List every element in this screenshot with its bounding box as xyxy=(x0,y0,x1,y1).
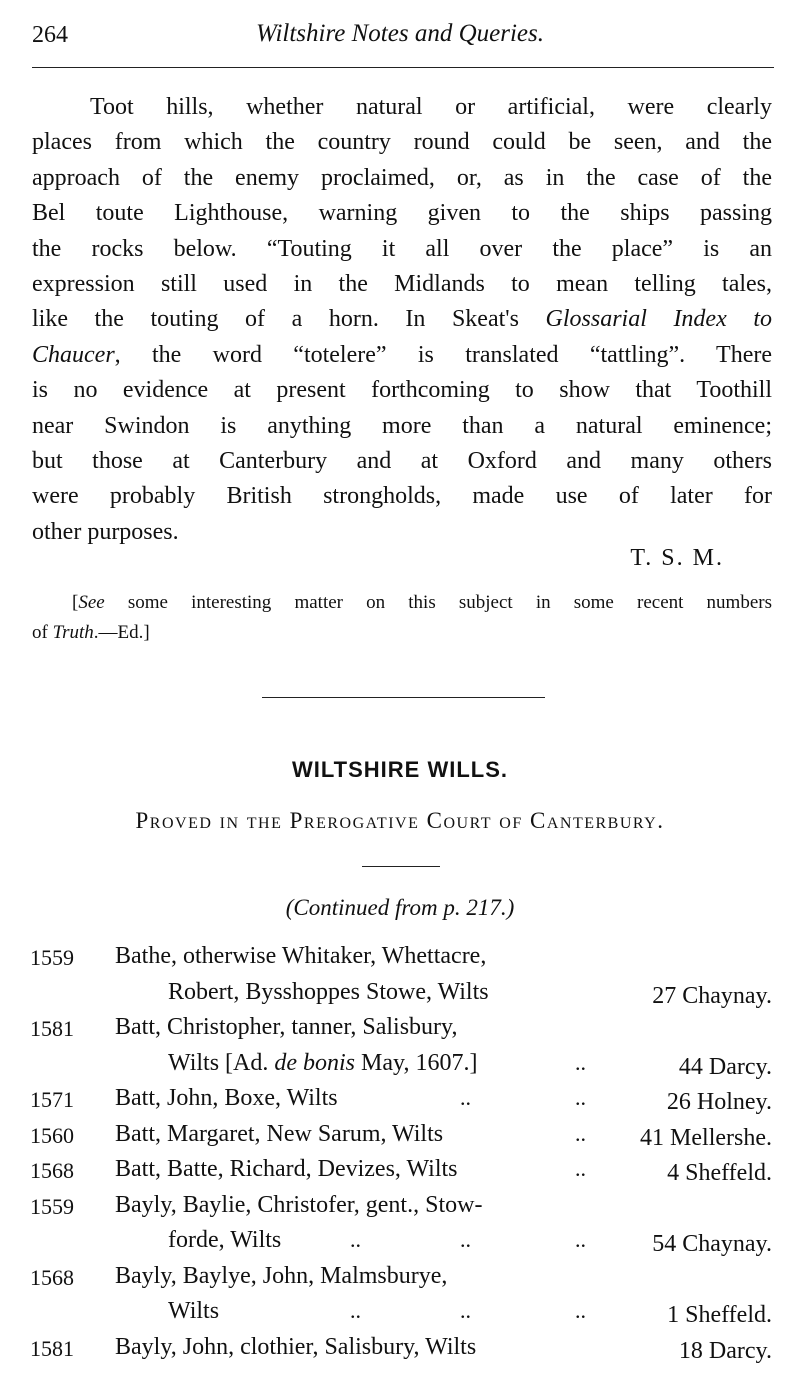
section-divider xyxy=(262,697,545,698)
text-segment: Bayly, Baylie, Christofer, gent., Stow- xyxy=(115,1191,483,1218)
will-reference: 44 Darcy. xyxy=(678,1053,772,1080)
text-segment: Wilts xyxy=(168,1298,220,1324)
will-reference: 4 Sheffeld. xyxy=(667,1160,772,1186)
text-segment: .—Ed.] xyxy=(93,622,150,643)
leader-dots: .. xyxy=(460,1085,471,1110)
will-reference: 41 Mellershe. xyxy=(640,1124,772,1151)
text-segment: , the word “totelere” is translated “tattling”. There xyxy=(114,341,772,368)
text-segment: Glossarial Index to xyxy=(545,306,772,333)
text-segment: Batt, John, Boxe, Wilts xyxy=(115,1085,338,1111)
text-segment: were probably British strongholds, made use of later for xyxy=(32,483,772,510)
will-text xyxy=(168,1298,219,1325)
text-segment: Toot hills, whether natural or artificial, were clearly xyxy=(90,94,772,120)
text-line xyxy=(32,409,772,444)
will-reference: 26 Holney. xyxy=(666,1089,772,1115)
will-text xyxy=(115,1156,458,1183)
section-title: WILTSHIRE WILLS. xyxy=(291,757,508,782)
note-line xyxy=(32,618,772,648)
will-reference: 1 Sheffeld. xyxy=(667,1302,772,1328)
text-line xyxy=(90,90,772,125)
leader-dots: .. xyxy=(575,1227,586,1252)
text-segment: is no evidence at present forthcoming to show that Toothill xyxy=(32,377,772,404)
will-text xyxy=(168,1050,477,1077)
page-number: 264 xyxy=(32,22,68,48)
leader-dots: .. xyxy=(460,1227,471,1252)
text-segment: [ xyxy=(72,592,79,613)
text-line xyxy=(32,232,772,267)
leader-dots: .. xyxy=(575,1049,586,1075)
text-segment: of xyxy=(32,622,53,643)
text-line xyxy=(32,479,772,514)
text-segment: Batt, Batte, Richard, Devizes, Wilts xyxy=(115,1156,458,1182)
text-segment: May, 1607.] xyxy=(355,1049,478,1076)
text-segment: like the touting of a horn. In Skeat's xyxy=(32,306,546,333)
text-segment: Bathe, otherwise Whitaker, Whettacre, xyxy=(115,943,487,969)
text-segment: See xyxy=(78,592,105,613)
text-line xyxy=(32,444,772,479)
text-segment: Bayly, John, clothier, Salisbury, Wilts xyxy=(115,1333,477,1360)
will-year: 1571 xyxy=(30,1087,74,1112)
will-year: 1581 xyxy=(30,1335,74,1361)
text-segment: some interesting matter on this subject in some recent numbers xyxy=(104,592,772,613)
text-segment: Wilts [Ad. xyxy=(168,1049,275,1076)
will-reference: 18 Darcy. xyxy=(678,1337,772,1364)
continued-note: (Continued from p. 217.) xyxy=(285,895,515,920)
text-segment: forde, Wilts xyxy=(168,1227,282,1253)
text-segment: Robert, Bysshoppes Stowe, Wilts xyxy=(168,978,489,1005)
text-line xyxy=(32,338,772,373)
running-title: Wiltshire Notes and Queries. xyxy=(256,20,544,47)
text-segment: places from which the country round could be seen, and the xyxy=(32,129,772,156)
text-segment: near Swindon is anything more than a natural eminence; xyxy=(32,412,772,439)
header-rule xyxy=(32,67,774,68)
will-reference: 54 Chaynay. xyxy=(652,1231,772,1257)
text-line xyxy=(32,161,772,196)
leader-dots: .. xyxy=(575,1156,586,1181)
will-year: 1559 xyxy=(30,1193,74,1219)
leader-dots: .. xyxy=(350,1227,361,1252)
signature: T. S. M. xyxy=(630,545,724,571)
will-year: 1560 xyxy=(30,1122,74,1148)
text-line xyxy=(32,302,772,337)
will-text xyxy=(168,979,489,1006)
will-text xyxy=(115,1085,338,1112)
note-line xyxy=(72,588,772,618)
will-year: 1568 xyxy=(30,1158,74,1183)
text-segment: de bonis xyxy=(274,1049,356,1076)
text-segment: Truth xyxy=(52,622,94,643)
will-text xyxy=(115,1334,476,1361)
will-text xyxy=(115,1263,447,1290)
text-line xyxy=(32,196,772,231)
leader-dots: .. xyxy=(460,1298,471,1323)
will-text xyxy=(115,943,486,970)
will-text xyxy=(168,1227,281,1254)
leader-dots: .. xyxy=(350,1298,361,1323)
text-line xyxy=(32,267,772,302)
will-year: 1581 xyxy=(30,1016,74,1041)
will-text xyxy=(115,1121,443,1148)
text-line xyxy=(32,125,772,160)
will-year: 1568 xyxy=(30,1264,74,1290)
will-reference: 27 Chaynay. xyxy=(652,982,772,1009)
text-segment: approach of the enemy proclaimed, or, as in the case of the xyxy=(32,164,772,191)
text-segment: Bayly, Baylye, John, Malmsburye, xyxy=(115,1262,448,1289)
will-year: 1559 xyxy=(30,945,74,970)
text-segment: Batt, Christopher, tanner, Salisbury, xyxy=(115,1014,458,1040)
text-segment: other purposes. xyxy=(32,518,179,545)
leader-dots: .. xyxy=(575,1120,586,1146)
text-segment: Chaucer xyxy=(32,341,115,368)
text-segment: Bel toute Lighthouse, warning given to the ships passing xyxy=(32,200,772,227)
section-subtitle: Proved in the Prerogative Court of Canterbury. xyxy=(135,808,665,833)
text-segment: but those at Canterbury and at Oxford and many others xyxy=(32,448,772,474)
leader-dots: .. xyxy=(575,1298,586,1323)
text-line xyxy=(32,373,772,408)
text-segment: expression still used in the Midlands to mean telling tales, xyxy=(32,271,772,297)
short-divider xyxy=(362,866,440,867)
text-segment: the rocks below. “Touting it all over the place” is an xyxy=(32,235,772,262)
will-text xyxy=(115,1192,482,1219)
will-text xyxy=(115,1014,457,1041)
leader-dots: .. xyxy=(575,1085,586,1110)
text-segment: Batt, Margaret, New Sarum, Wilts xyxy=(115,1120,444,1147)
